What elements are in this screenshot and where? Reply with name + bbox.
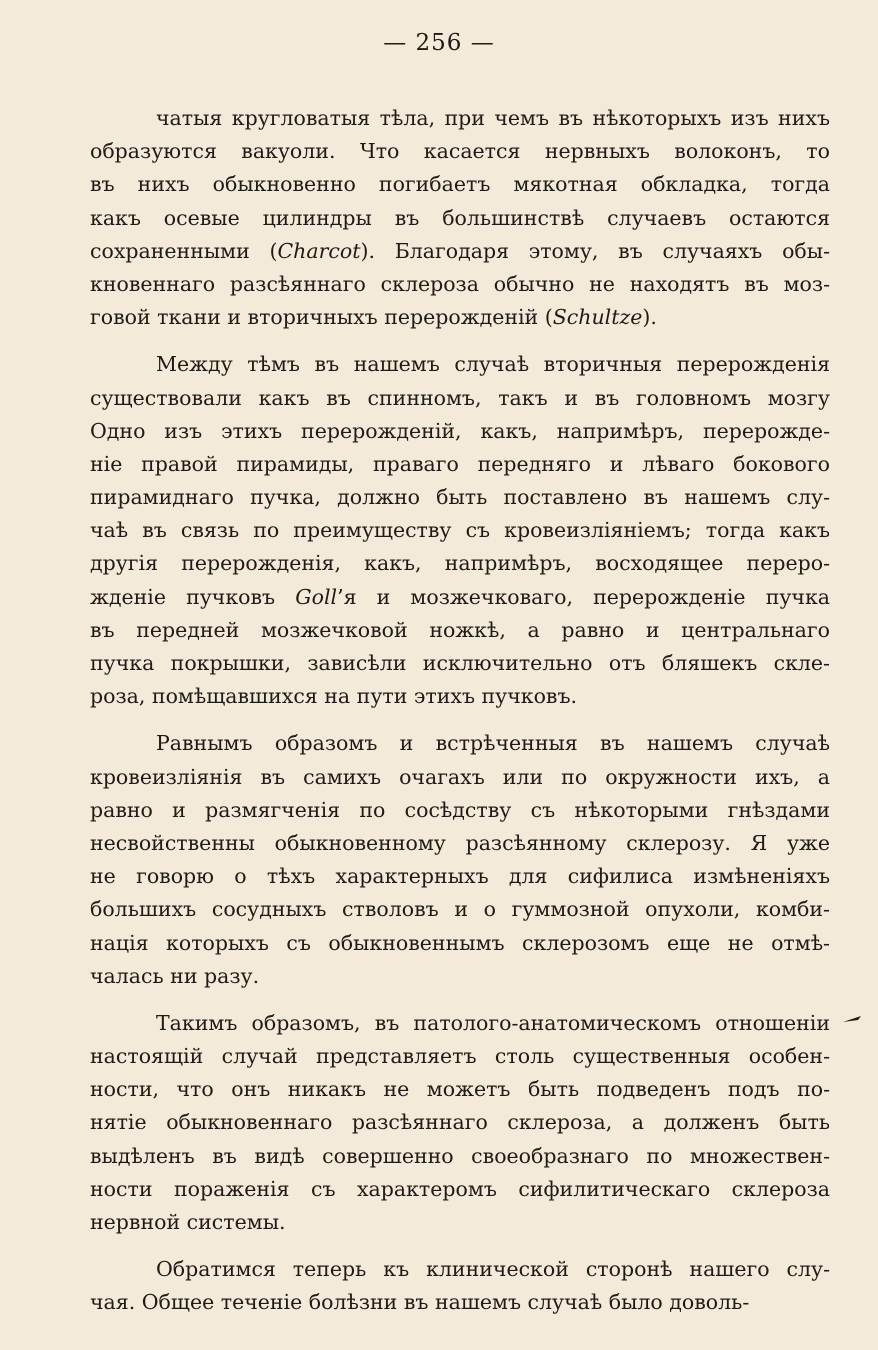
text-segment: существовали какъ въ спинномъ, такъ и въ головномъ мозгу (90, 385, 830, 410)
text-line (90, 415, 830, 448)
text-segment: образуются вакуоли. Что касается нервныхъ волоконъ, то (90, 139, 830, 164)
text-line (90, 1106, 830, 1139)
text-segment: Обратимся теперь къ клинической сторонѣ нашего слу- (156, 1257, 830, 1282)
text-segment: въ передней мозжечковой ножкѣ, а равно и центральнаго (90, 617, 830, 642)
text-line (90, 348, 830, 381)
text-line (90, 1073, 830, 1106)
text-line (90, 514, 830, 547)
text-segment: роза, помѣщавшихся на пути этихъ пучковъ. (90, 684, 578, 709)
text-segment: Между тѣмъ въ нашемъ случаѣ вторичныя перерожденія (156, 352, 830, 377)
text-line (90, 135, 830, 168)
text-line (90, 168, 830, 201)
text-segment: ніе правой пирамиды, праваго передняго и лѣваго бокового (90, 451, 830, 476)
text-segment: настоящій случай представляетъ столь существенныя особен- (90, 1044, 830, 1069)
text-segment: ности пораженія съ характеромъ сифилитическаго склероза (90, 1176, 830, 1201)
text-line (90, 1007, 830, 1040)
text-line (90, 960, 830, 993)
text-line (90, 235, 830, 268)
text-line (90, 202, 830, 235)
text-segment: жденіе пучковъ (90, 584, 296, 609)
text-line (90, 481, 830, 514)
text-segment: какъ осевые цилиндры въ большинствѣ случаевъ остаются (90, 205, 830, 230)
text-line (90, 1286, 830, 1319)
italic-name: Goll (295, 584, 338, 609)
text-line (90, 614, 830, 647)
text-segment: говой ткани и вторичныхъ перерожденій ( (90, 305, 553, 330)
text-segment: нервной системы. (90, 1210, 286, 1234)
text-segment: большихъ сосудныхъ стволовъ и о гуммозной опухоли, комби- (90, 897, 830, 922)
paragraph (90, 348, 830, 713)
paragraph (90, 102, 830, 334)
text-line (90, 1253, 830, 1286)
text-line (90, 860, 830, 893)
paragraph (90, 1253, 830, 1319)
text-segment: равно и размягченія по сосѣдству съ нѣкоторыми гнѣздами (90, 797, 830, 822)
text-segment: не говорю о тѣхъ характерныхъ для сифилиса измѣненіяхъ (90, 864, 830, 889)
text-segment: пучка покрышки, зависѣли исключительно отъ бляшекъ скле- (90, 651, 830, 675)
text-line (90, 547, 830, 580)
text-segment: пирамиднаго пучка, должно быть поставлено въ нашемъ слу- (90, 485, 830, 510)
text-segment: въ нихъ обыкновенно погибаетъ мякотная обкладка, тогда (90, 172, 830, 197)
text-segment: ). Благодаря этому, въ случаяхъ обы- (360, 238, 830, 263)
text-line (90, 581, 830, 614)
text-line (90, 382, 830, 415)
text-line (90, 1206, 830, 1239)
text-line (90, 827, 830, 860)
text-line (90, 927, 830, 960)
text-segment: чатыя кругловатыя тѣла, при чемъ въ нѣкоторыхъ изъ нихъ (156, 106, 830, 130)
text-segment: сохраненными ( (90, 238, 278, 263)
text-line (90, 1040, 830, 1073)
text-segment: ности, что онъ никакъ не можетъ быть подведенъ подъ по- (90, 1077, 830, 1102)
paragraph (90, 727, 830, 993)
text-segment: ). (642, 305, 657, 330)
pencil-margin-mark-icon (841, 1014, 863, 1024)
italic-name: Schultze (552, 305, 643, 330)
text-line (90, 301, 830, 334)
text-segment: чаѣ въ связь по преимуществу съ кровеизліяніемъ; тогда какъ (90, 518, 830, 543)
paragraph (90, 1007, 830, 1239)
italic-name: Charcot (277, 238, 361, 263)
text-line (90, 680, 830, 713)
text-line (90, 1173, 830, 1206)
text-segment: кровеизліянія въ самихъ очагахъ или по окружности ихъ, а (90, 764, 830, 789)
text-segment: выдѣленъ въ видѣ совершенно своеобразнаго по множествен- (90, 1143, 830, 1168)
page-number: — 256 — (383, 30, 495, 56)
text-line (90, 727, 830, 760)
text-segment: нятіе обыкновеннаго разсѣяннаго склероза, а долженъ быть (90, 1110, 830, 1135)
text-segment: несвойственны обыкновенному разсѣянному склерозу. Я уже (90, 830, 830, 855)
text-line (90, 761, 830, 794)
text-line (90, 893, 830, 926)
text-segment: кновеннаго разсѣяннаго склероза обычно не находятъ въ моз- (90, 271, 830, 296)
page-text (90, 102, 830, 1334)
text-line (90, 1140, 830, 1173)
text-segment: чая. Общее теченіе болѣзни въ нашемъ случаѣ было доволь- (90, 1290, 750, 1315)
text-segment: нація которыхъ съ обыкновеннымъ склерозомъ еще не отмѣ- (90, 930, 830, 955)
text-segment: чалась ни разу. (90, 963, 260, 988)
text-line (90, 448, 830, 481)
text-segment: ’я и мозжечковаго, перерожденіе пучка (337, 584, 830, 609)
text-segment: Одно изъ этихъ перерожденій, какъ, напримѣръ, перерожде- (90, 418, 830, 443)
text-line (90, 102, 830, 135)
text-line (90, 268, 830, 301)
text-line (90, 794, 830, 827)
text-segment: другія перерожденія, какъ, напримѣръ, восходящее переро- (90, 551, 830, 576)
text-segment: Такимъ образомъ, въ патолого-анатомическомъ отношеніи (156, 1010, 830, 1035)
text-segment: Равнымъ образомъ и встрѣченныя въ нашемъ случаѣ (156, 731, 830, 756)
text-line (90, 647, 830, 680)
